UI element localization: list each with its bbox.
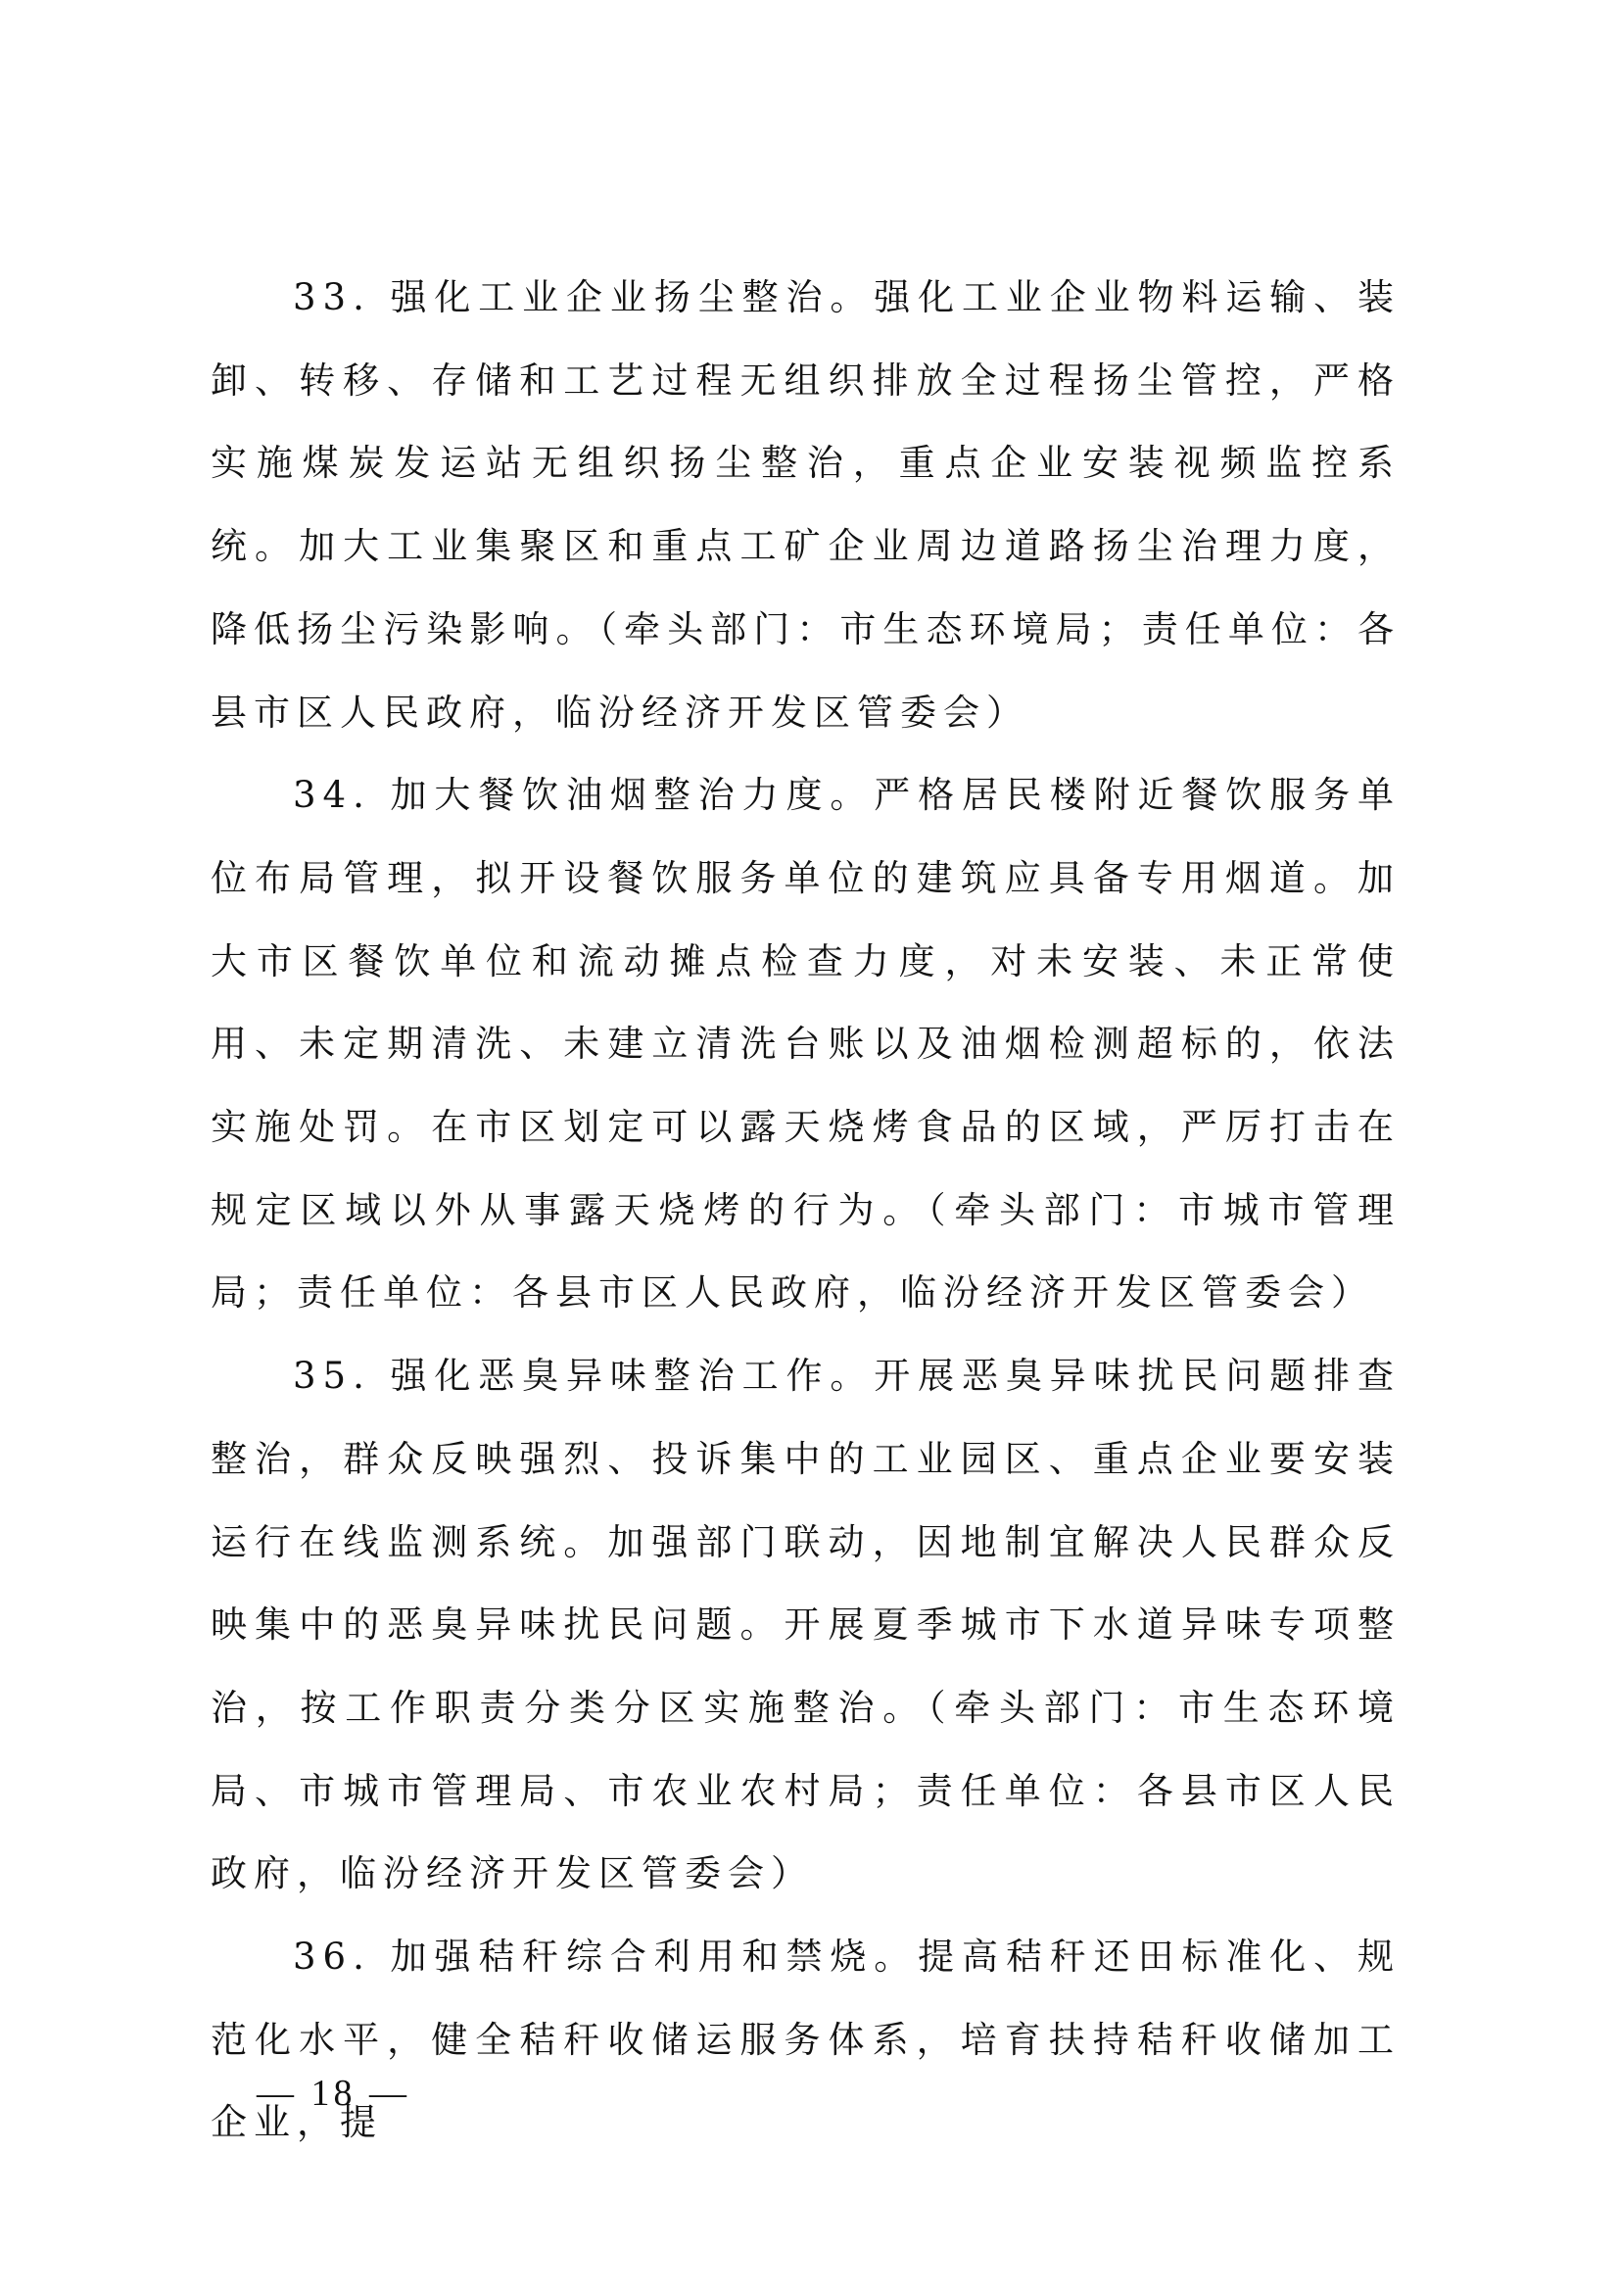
body-text — [211, 257, 1401, 2165]
paragraph-item-35: 35. 强化恶臭异味整治工作。开展恶臭异味扰民问题排查整治，群众反映强烈、投诉集中的工业园区、重点企业要安装运行在线监测系统。加强部门联动，因地制宜解决人民群众反映集中的恶臭异味扰民问题。开展夏季城市下水道异味专项整治，按工作职责分类分区实施整治。（牵头部门：市生态环境局、市城市管理局、市农业农村局；责任单位：各县市区人民政府，临汾经济开发区管委会） — [211, 1355, 1401, 1895]
paragraph-item-34: 34. 加大餐饮油烟整治力度。严格居民楼附近餐饮服务单位布局管理，拟开设餐饮服务单位的建筑应具备专用烟道。加大市区餐饮单位和流动摊点检查力度，对未安装、未正常使用、未定期清洗、未建立清洗台账以及油烟检测超标的，依法实施处罚。在市区划定可以露天烧烤食品的区域，严厉打击在规定区域以外从事露天烧烤的行为。（牵头部门：市城市管理局；责任单位：各县市区人民政府，临汾经济开发区管委会） — [211, 774, 1401, 1315]
paragraph-item-33: 33. 强化工业企业扬尘整治。强化工业企业物料运输、装卸、转移、存储和工艺过程无组织排放全过程扬尘管控，严格实施煤炭发运站无组织扬尘整治，重点企业安装视频监控系统。加大工业集聚区和重点工矿企业周边道路扬尘治理力度，降低扬尘污染影响。（牵头部门：市生态环境局；责任单位：各县市区人民政府，临汾经济开发区管委会） — [211, 276, 1401, 734]
paragraph-item-36: 36. 加强秸秆综合利用和禁烧。提高秸秆还田标准化、规范化水平，健全秸秆收储运服务体系，培育扶持秸秆收储加工企业，提 — [211, 1936, 1401, 2144]
page-number: — 18 — — [257, 2073, 410, 2114]
